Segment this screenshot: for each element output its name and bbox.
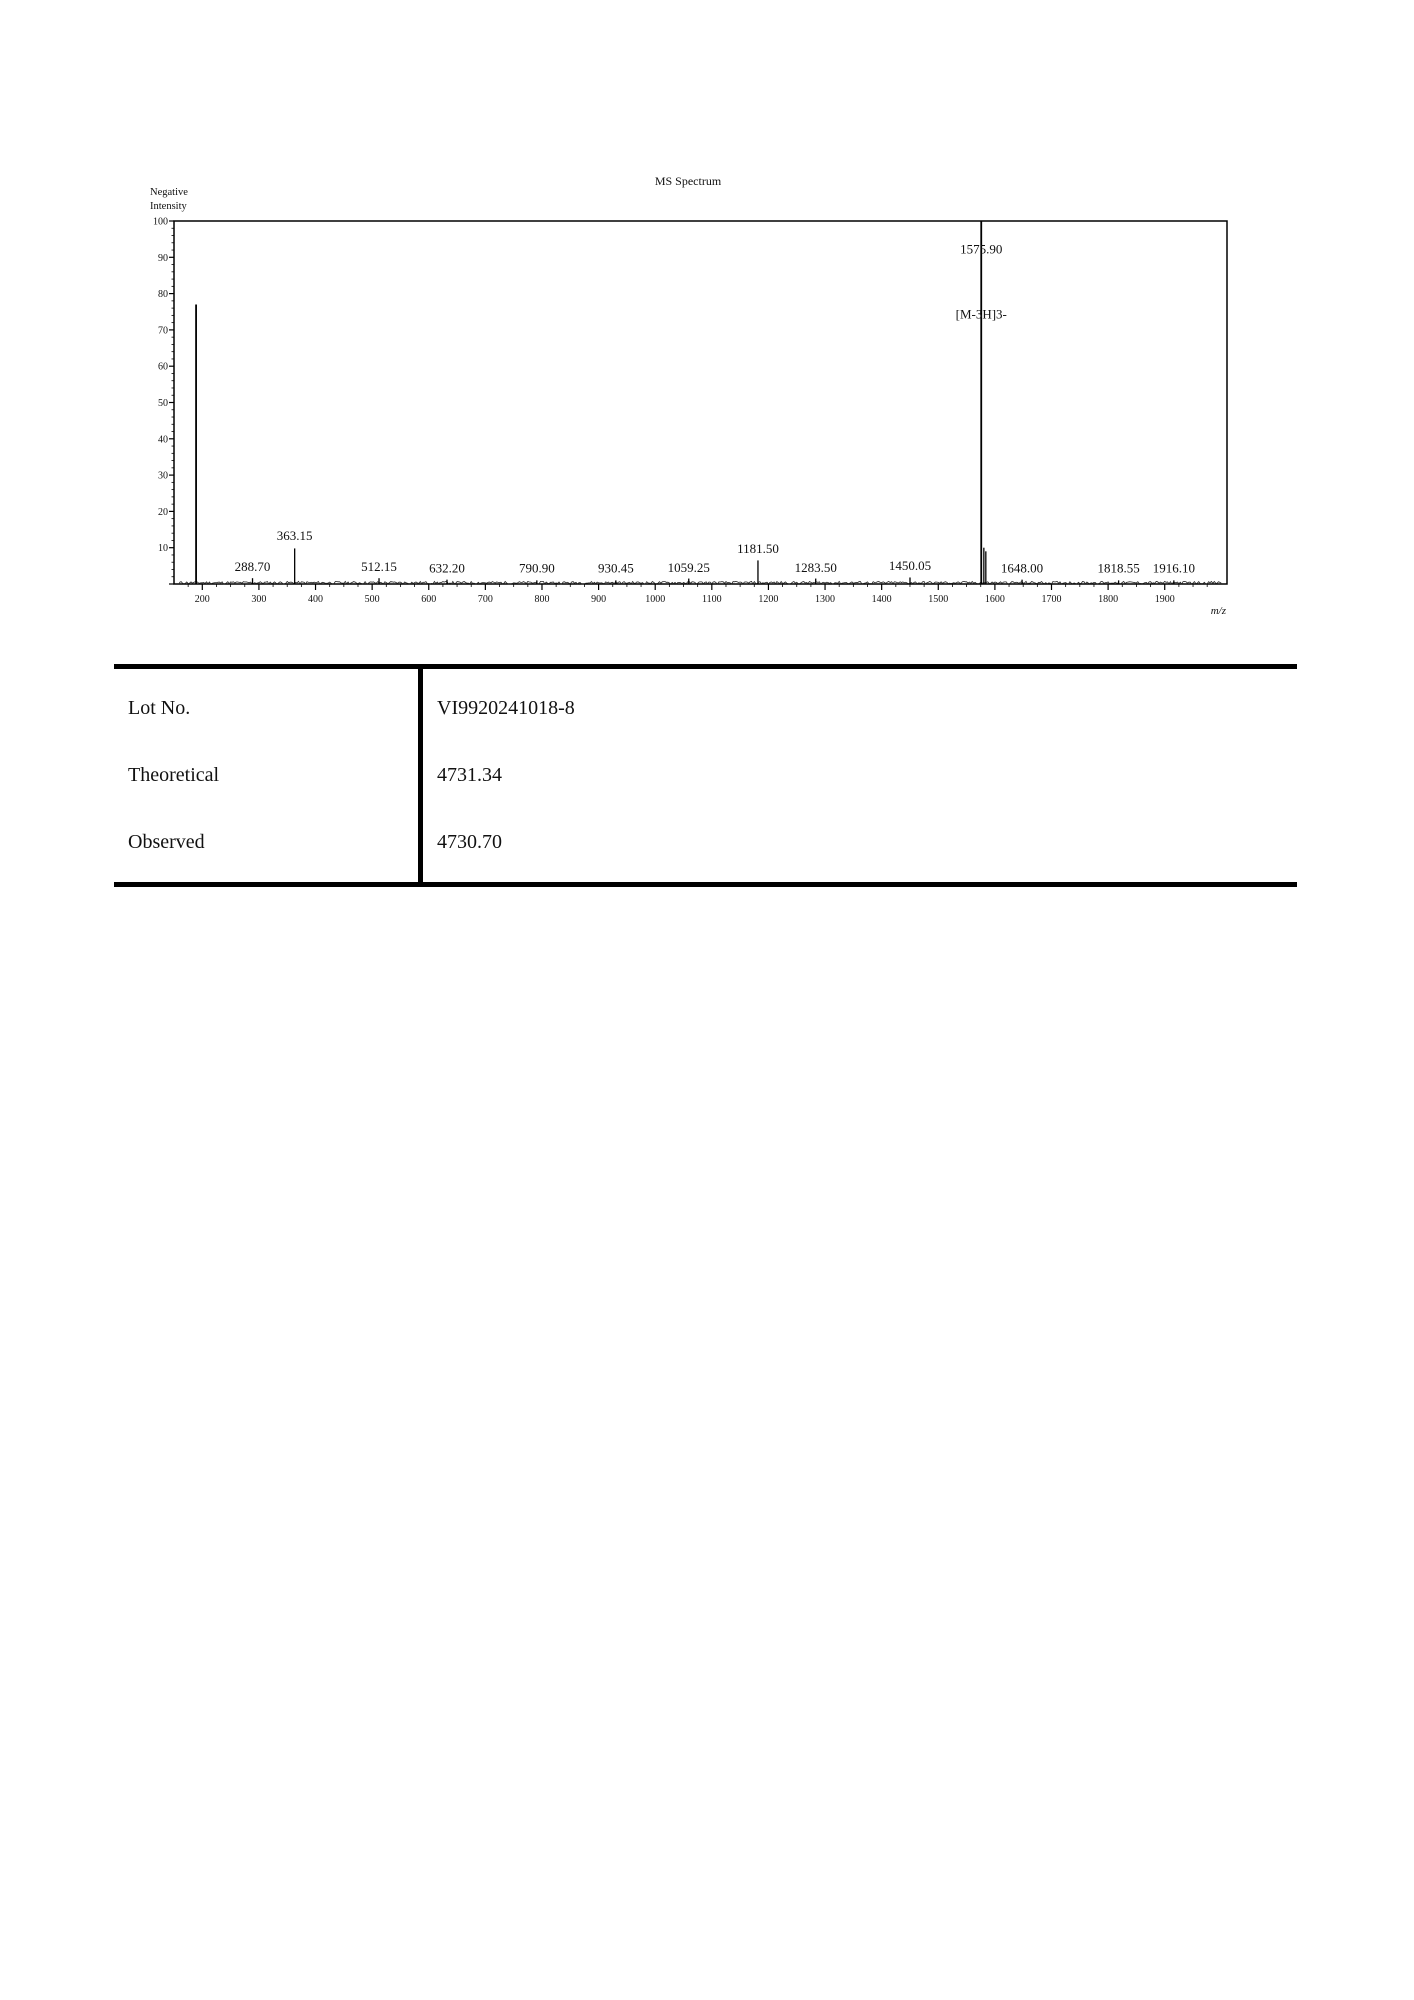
peak-label: 790.90 bbox=[518, 560, 555, 576]
table-row bbox=[114, 742, 1297, 809]
chart-title: MS Spectrum bbox=[654, 174, 722, 188]
x-tick-label: 1100 bbox=[702, 594, 722, 605]
results-table bbox=[114, 664, 1297, 887]
x-tick-label: 500 bbox=[364, 594, 380, 605]
table-row bbox=[114, 667, 1297, 743]
x-tick-label: 1400 bbox=[871, 594, 892, 605]
y-axis-ticks bbox=[153, 217, 174, 585]
table-row bbox=[114, 809, 1297, 885]
x-tick-label: 600 bbox=[421, 594, 437, 605]
y-tick-label: 80 bbox=[158, 289, 168, 301]
observed-mass-value: 4730.70 bbox=[437, 831, 502, 853]
observed-mass-label: Observed bbox=[114, 809, 421, 885]
x-tick-label: 700 bbox=[477, 594, 493, 605]
x-tick-label: 300 bbox=[251, 594, 267, 605]
y-tick-label: 10 bbox=[158, 543, 168, 555]
y-tick-label: 60 bbox=[158, 361, 168, 373]
y-axis-label-line2: Intensity bbox=[150, 201, 187, 212]
lot-number-label: Lot No. bbox=[114, 667, 421, 743]
x-axis-ticks bbox=[188, 584, 1207, 605]
peak-labels bbox=[235, 241, 1195, 575]
x-tick-label: 1900 bbox=[1154, 594, 1175, 605]
y-axis-label-line1: Negative bbox=[150, 187, 188, 198]
peak-label: 1283.50 bbox=[794, 560, 837, 576]
peak-label: 1916.10 bbox=[1152, 560, 1195, 576]
lot-number-value: VI9920241018-8 bbox=[437, 697, 575, 719]
peak-label: 1181.50 bbox=[737, 540, 779, 556]
y-tick-label: 20 bbox=[158, 506, 168, 518]
y-tick-label: 30 bbox=[158, 470, 168, 482]
peak-label: 1648.00 bbox=[1000, 560, 1044, 576]
peak-label: 632.20 bbox=[429, 560, 465, 576]
peak-label: 1059.25 bbox=[667, 560, 710, 576]
peak-label: 1818.55 bbox=[1097, 560, 1140, 576]
peak-label: 512.15 bbox=[361, 558, 397, 574]
x-axis-label: m/z bbox=[1210, 605, 1226, 617]
peak-label: 363.15 bbox=[276, 528, 313, 544]
x-tick-label: 1200 bbox=[758, 594, 779, 605]
x-tick-label: 400 bbox=[308, 594, 324, 605]
y-tick-label: 70 bbox=[158, 325, 168, 337]
peak-label: [M-3H]3- bbox=[955, 306, 1007, 322]
peak-label: 288.70 bbox=[234, 558, 271, 574]
theoretical-mass-value: 4731.34 bbox=[437, 764, 502, 786]
peak-label: 1575.90 bbox=[960, 241, 1003, 257]
ms-spectrum-chart bbox=[0, 0, 1414, 660]
x-tick-label: 1300 bbox=[815, 594, 836, 605]
y-tick-label: 100 bbox=[153, 216, 168, 228]
x-tick-label: 1000 bbox=[645, 594, 666, 605]
y-tick-label: 50 bbox=[158, 398, 168, 409]
spectrum-peaks bbox=[196, 221, 1174, 584]
peak-label: 930.45 bbox=[597, 560, 634, 576]
y-tick-label: 40 bbox=[158, 434, 168, 446]
theoretical-mass-label: Theoretical bbox=[114, 742, 421, 809]
x-tick-label: 900 bbox=[591, 594, 607, 605]
plot-frame bbox=[174, 221, 1227, 584]
x-tick-label: 1700 bbox=[1041, 594, 1062, 605]
x-tick-label: 800 bbox=[534, 594, 550, 605]
y-tick-label: 90 bbox=[158, 252, 168, 264]
peak-label: 1450.05 bbox=[888, 557, 932, 573]
x-tick-label: 1500 bbox=[928, 594, 949, 605]
x-tick-label: 200 bbox=[194, 594, 210, 605]
x-tick-label: 1800 bbox=[1098, 594, 1119, 605]
x-tick-label: 1600 bbox=[984, 594, 1005, 605]
